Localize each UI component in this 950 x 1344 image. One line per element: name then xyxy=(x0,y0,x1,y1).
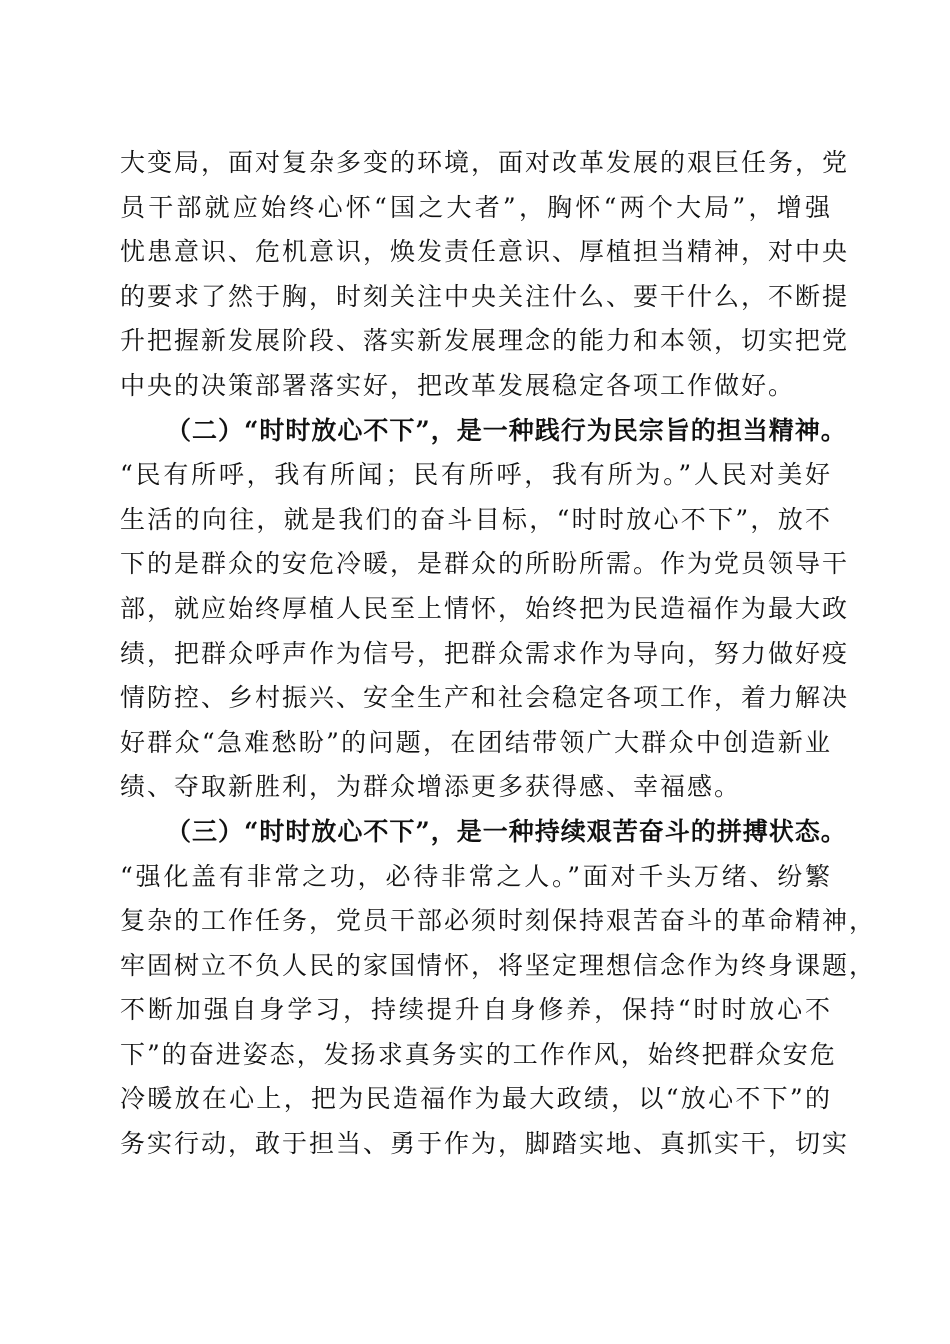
document-body xyxy=(120,141,877,1167)
paragraph-3-line-7: 务实行动，敢于担当、勇于作为，脚踏实地、真抓实干，切实 xyxy=(120,1129,850,1159)
paragraph-2-line-8: 绩、夺取新胜利，为群众增添更多获得感、幸福感。 xyxy=(120,772,742,802)
paragraph-2-line-4: 部，就应始终厚植人民至上情怀，始终把为民造福作为最大政 xyxy=(120,593,850,623)
paragraph-3-line-3: 牢固树立不负人民的家国情怀，将坚定理想信念作为终身课题， xyxy=(120,950,877,980)
paragraph-1-line-4: 的要求了然于胸，时刻关注中央关注什么、要干什么，不断提 xyxy=(120,281,850,311)
paragraph-3-line-1: “强化盖有非常之功，必待非常之人。”面对千头万绪、纷繁 xyxy=(120,861,832,891)
paragraph-2-line-6: 情防控、乡村振兴、安全生产和社会稳定各项工作，着力解决 xyxy=(120,683,850,713)
paragraph-2-line-3: 下的是群众的安危冷暖，是群众的所盼所需。作为党员领导干 xyxy=(120,549,850,579)
paragraph-2-line-5: 绩，把群众呼声作为信号，把群众需求作为导向，努力做好疫 xyxy=(120,638,850,668)
paragraph-1-line-1: 大变局，面对复杂多变的环境，面对改革发展的艰巨任务，党 xyxy=(120,148,850,177)
paragraph-3-line-4: 不断加强自身学习，持续提升自身修养，保持“时时放心不 xyxy=(120,995,832,1025)
paragraph-2-line-2: 生活的向往，就是我们的奋斗目标，“时时放心不下”，放不 xyxy=(120,504,832,534)
paragraph-1-line-5: 升把握新发展阶段、落实新发展理念的能力和本领，切实把党 xyxy=(120,326,850,356)
paragraph-3-line-6: 冷暖放在心上，把为民造福作为最大政绩，以“放心不下”的 xyxy=(120,1084,832,1114)
paragraph-1-line-6: 中央的决策部署落实好，把改革发展稳定各项工作做好。 xyxy=(120,370,796,400)
paragraph-2-line-7: 好群众“急难愁盼”的问题，在团结带领广大群众中创造新业 xyxy=(120,727,832,757)
paragraph-2-line-1: “民有所呼，我有所闻；民有所呼，我有所为。”人民对美好 xyxy=(120,460,832,490)
section-2-heading: （二）“时时放心不下”，是一种践行为民宗旨的担当精神。 xyxy=(166,415,847,445)
paragraph-1-line-2: 员干部就应始终心怀“国之大者”，胸怀“两个大局”，增强 xyxy=(120,192,832,222)
section-3-heading: （三）“时时放心不下”，是一种持续艰苦奋斗的拼搏状态。 xyxy=(166,816,847,846)
paragraph-3-line-5: 下”的奋进姿态，发扬求真务实的工作作风，始终把群众安危 xyxy=(120,1039,837,1069)
paragraph-3-line-2: 复杂的工作任务，党员干部必须时刻保持艰苦奋斗的革命精神， xyxy=(120,906,877,936)
paragraph-1-line-3: 忧患意识、危机意识，焕发责任意识、厚植担当精神，对中央 xyxy=(120,237,850,267)
